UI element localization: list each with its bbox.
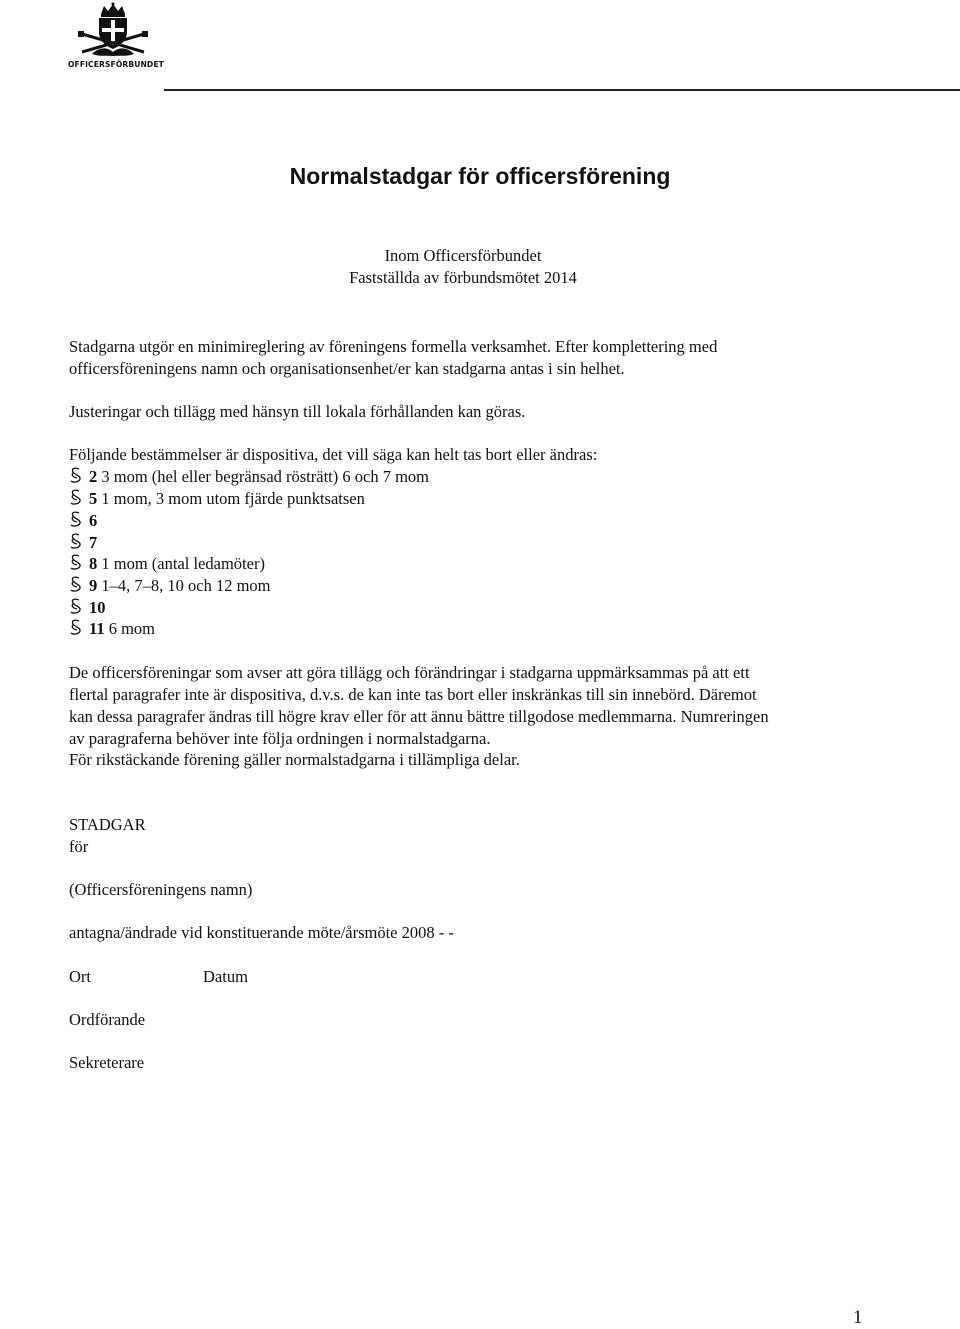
note-line-2: flertal paragrafer inte är dispositiva, d.v.s. de kan inte tas bort eller inskränkas till sin innebörd. Däremot xyxy=(69,685,757,704)
chair-label: Ordförande xyxy=(69,1010,146,1029)
dispositive-item xyxy=(69,532,97,555)
dispositive-item xyxy=(69,466,429,489)
adopted-line: antagna/ändrade vid konstituerande möte/årsmöte 2008 - - xyxy=(69,923,454,942)
section-sign-icon xyxy=(68,488,84,508)
page-number: 1 xyxy=(853,1307,863,1328)
section-sign-icon xyxy=(68,553,84,573)
logo-text: OFFICERSFÖRBUNDET xyxy=(68,60,164,69)
dispositive-item xyxy=(69,618,155,641)
section-number: 10 xyxy=(89,598,106,617)
subtitle-line-1: Inom Officersförbundet xyxy=(384,246,542,265)
secretary-label: Sekreterare xyxy=(69,1053,145,1072)
header-divider xyxy=(164,89,960,91)
dispositive-item xyxy=(69,575,271,598)
note-line-5: För rikstäckande förening gäller normalstadgarna i tillämpliga delar. xyxy=(69,750,520,769)
section-detail: 6 mom xyxy=(108,619,156,638)
section-detail: 1–4, 7–8, 10 och 12 mom xyxy=(101,576,271,595)
section-detail: 3 mom (hel eller begränsad rösträtt) 6 och 7 mom xyxy=(101,467,429,486)
dispositive-item xyxy=(69,510,97,533)
section-number: 8 xyxy=(89,554,98,573)
section-detail: 1 mom (antal ledamöter) xyxy=(101,554,265,573)
section-number: 6 xyxy=(89,511,98,530)
section-sign-icon xyxy=(68,618,84,638)
form-heading: STADGAR xyxy=(69,815,146,834)
section-number: 11 xyxy=(89,619,105,638)
officersforbundet-logo xyxy=(68,2,164,76)
note-line-3: kan dessa paragrafer ändras till högre krav eller för att ännu bättre tillgodose medlemmarna. Numreringen xyxy=(69,707,769,726)
section-number: 2 xyxy=(89,467,98,486)
section-sign-icon xyxy=(68,532,84,552)
association-name-placeholder: (Officersföreningens namn) xyxy=(69,880,253,899)
dispositive-item xyxy=(69,597,106,620)
note-line-4: av paragraferna behöver inte följa ordningen i normalstadgarna. xyxy=(69,729,491,748)
emblem-icon xyxy=(68,2,158,62)
section-sign-icon xyxy=(68,466,84,486)
intro-line-1: Stadgarna utgör en minimireglering av föreningens formella verksamhet. Efter komplettering med xyxy=(69,337,718,356)
dispositive-item xyxy=(69,553,265,576)
form-for: för xyxy=(69,837,89,856)
date-label: Datum xyxy=(203,967,248,986)
section-sign-icon xyxy=(68,597,84,617)
intro-line-2: officersföreningens namn och organisationsenhet/er kan stadgarna antas i sin helhet. xyxy=(69,359,625,378)
dispositive-intro: Följande bestämmelser är dispositiva, det vill säga kan helt tas bort eller ändras: xyxy=(69,445,598,464)
section-number: 7 xyxy=(89,533,98,552)
section-sign-icon xyxy=(68,575,84,595)
section-sign-icon xyxy=(68,510,84,530)
subtitle-line-2: Fastställda av förbundsmötet 2014 xyxy=(349,268,577,287)
intro-line-3: Justeringar och tillägg med hänsyn till lokala förhållanden kan göras. xyxy=(69,402,526,421)
dispositive-item xyxy=(69,488,365,511)
section-number: 9 xyxy=(89,576,98,595)
place-label: Ort xyxy=(69,967,91,986)
section-detail: 1 mom, 3 mom utom fjärde punktsatsen xyxy=(101,489,365,508)
page-title: Normalstadgar för officersförening xyxy=(289,163,671,189)
note-line-1: De officersföreningar som avser att göra tillägg och förändringar i stadgarna uppmärksammas på att ett xyxy=(69,663,750,682)
section-number: 5 xyxy=(89,489,98,508)
